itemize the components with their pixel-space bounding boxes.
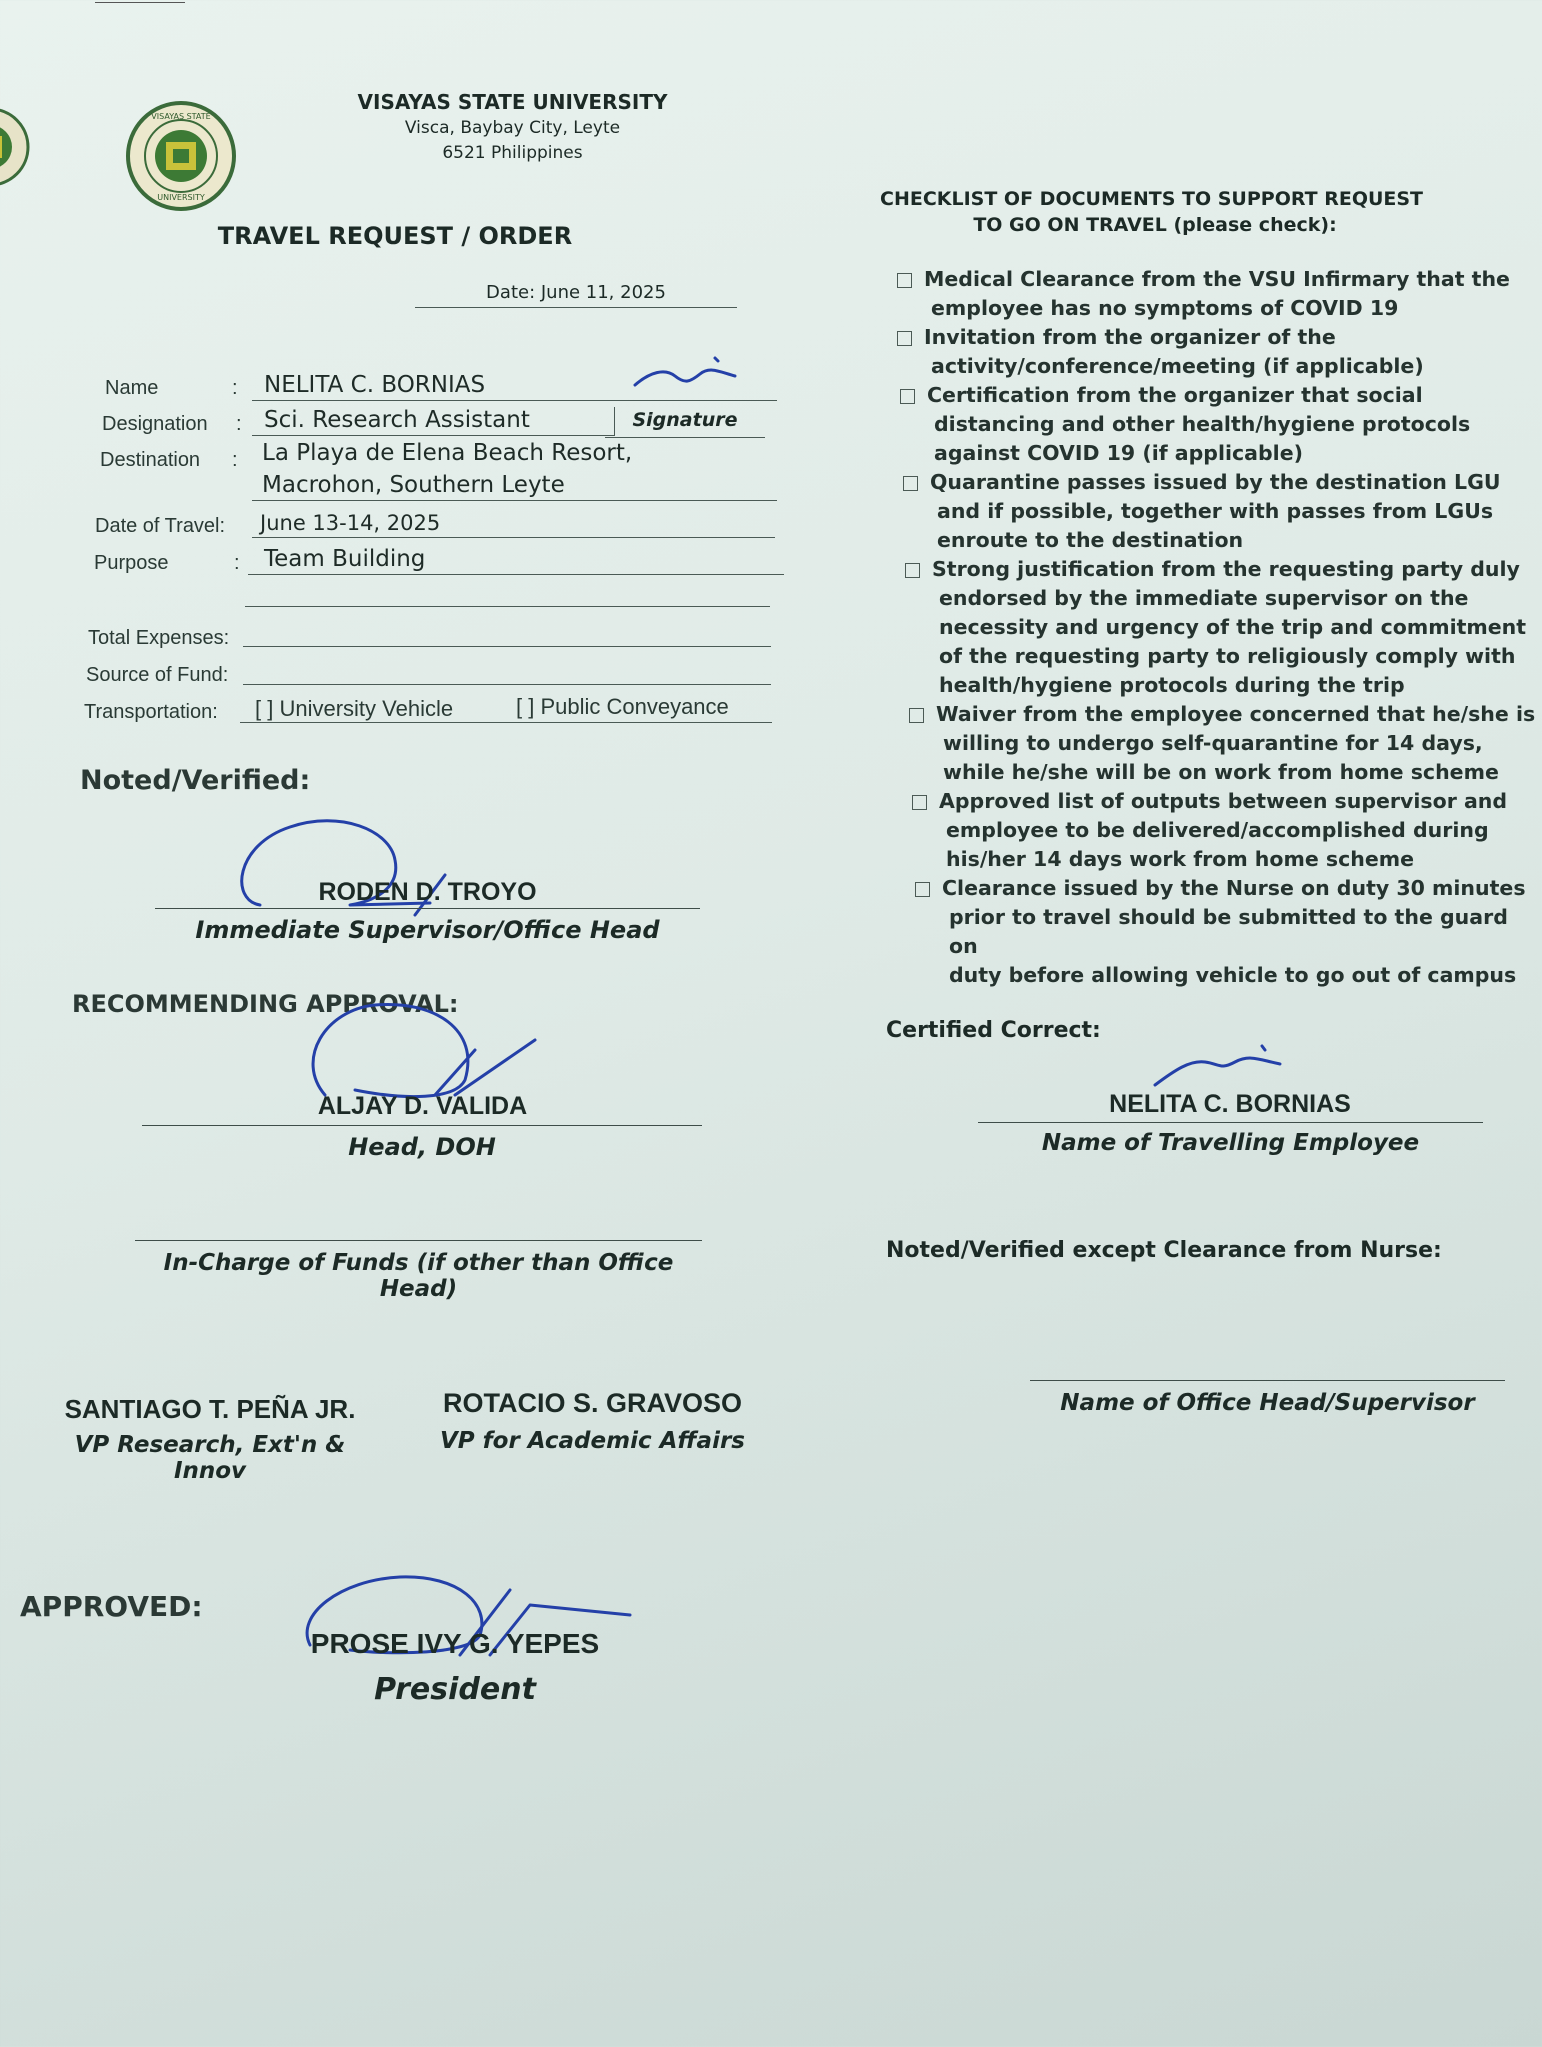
checkbox-icon[interactable] xyxy=(912,795,927,810)
vp-academic-title: VP for Academic Affairs xyxy=(439,1428,745,1454)
head-title: Head, DOH xyxy=(348,1133,496,1161)
office-head-signature-line xyxy=(1030,1380,1505,1381)
designation-value: Sci. Research Assistant xyxy=(252,407,615,436)
top-stray-line xyxy=(95,2,185,3)
checkbox-icon[interactable] xyxy=(905,563,920,578)
purpose-label: Purpose xyxy=(94,552,169,574)
designation-label: Designation xyxy=(102,413,208,435)
employee-signature-line xyxy=(978,1122,1483,1123)
university-seal-icon xyxy=(125,100,237,212)
checklist-item: Strong justification from the requesting party duly endorsed by the immediate supervisor on the necessity and urgency of the trip and commitment of the requesting party to religiously comply with health/hygiene protocols during the trip xyxy=(897,555,1537,700)
total-expenses-label: Total Expenses: xyxy=(88,627,230,649)
vp-research-name: SANTIAGO T. PEÑA JR. xyxy=(64,1394,356,1424)
supervisor-title: Immediate Supervisor/Office Head xyxy=(195,916,660,944)
destination-line-2: Macrohon, Southern Leyte xyxy=(252,472,777,501)
checklist-title-line-2: TO GO ON TRAVEL (please check): xyxy=(973,214,1337,236)
funds-title: In-Charge of Funds (if other than Office Head) xyxy=(163,1250,674,1302)
supervisor-signature-line xyxy=(155,908,700,909)
signature-label: Signature xyxy=(605,409,765,438)
checkbox-icon[interactable] xyxy=(915,882,930,897)
checklist-item: Medical Clearance from the VSU Infirmary that the employee has no symptoms of COVID 19 xyxy=(897,265,1537,323)
destination-label: Destination xyxy=(100,449,201,471)
date-of-travel-value: June 13-14, 2025 xyxy=(252,511,775,538)
date-of-travel-label: Date of Travel: xyxy=(95,515,226,537)
form-title: TRAVEL REQUEST / ORDER xyxy=(217,222,573,250)
checkbox-icon[interactable] xyxy=(903,476,918,491)
checklist-title-line-1: CHECKLIST OF DOCUMENTS TO SUPPORT REQUEST xyxy=(880,188,1424,210)
employee-signature-small xyxy=(630,350,740,395)
checkbox-icon[interactable] xyxy=(900,389,915,404)
name-value: NELITA C. BORNIAS xyxy=(252,372,777,401)
seal-top-text: VISAYAS STATE xyxy=(151,112,211,121)
total-expenses-line xyxy=(243,622,771,647)
noted-except-label: Noted/Verified except Clearance from Nurse: xyxy=(886,1238,1442,1263)
supervisor-signature xyxy=(230,805,560,925)
purpose-value: Team Building xyxy=(248,546,784,575)
checkbox-icon[interactable] xyxy=(909,708,924,723)
funds-signature-line xyxy=(135,1240,702,1241)
colon: : xyxy=(232,377,238,399)
colon: : xyxy=(232,449,238,471)
checklist-item: Clearance issued by the Nurse on duty 30 minutes prior to travel should be submitted to the guard on duty before allowing vehicle to go out of campus xyxy=(897,874,1537,990)
seal-bottom-text: UNIVERSITY xyxy=(157,193,205,202)
address-line-1: Visca, Baybay City, Leyte xyxy=(404,118,621,138)
approved-label: APPROVED: xyxy=(20,1590,203,1623)
employee-signature xyxy=(1150,1040,1300,1090)
vp-academic-name: ROTACIO S. GRAVOSO xyxy=(442,1388,743,1418)
certified-correct-label: Certified Correct: xyxy=(886,1018,1101,1043)
checklist-item: Quarantine passes issued by the destination LGU and if possible, together with passes from LGUs enroute to the destination xyxy=(897,468,1537,555)
employee-name: NELITA C. BORNIAS xyxy=(1109,1090,1351,1118)
checklist xyxy=(897,265,1537,990)
checklist-item: Waiver from the employee concerned that he/she is willing to undergo self-quarantine for 14 days, while he/she will be on work from home scheme xyxy=(897,700,1537,787)
office-head-title: Name of Office Head/Supervisor xyxy=(1060,1390,1475,1416)
checklist-item: Certification from the organizer that social distancing and other health/hygiene protocols against COVID 19 (if applicable) xyxy=(897,381,1537,468)
checklist-item: Invitation from the organizer of the activity/conference/meeting (if applicable) xyxy=(897,323,1537,381)
destination-line-1: La Playa de Elena Beach Resort, xyxy=(262,440,633,466)
checkbox-icon[interactable] xyxy=(897,331,912,346)
request-date: Date: June 11, 2025 xyxy=(415,282,737,308)
colon: : xyxy=(236,413,242,435)
source-of-fund-label: Source of Fund: xyxy=(86,664,229,686)
transport-public-conveyance: [ ] Public Conveyance xyxy=(516,694,729,719)
vp-research-title: VP Research, Ext'n & Innov xyxy=(74,1432,346,1484)
address-line-2: 6521 Philippines xyxy=(442,143,583,163)
head-name: ALJAY D. VALIDA xyxy=(317,1092,528,1120)
head-signature-line xyxy=(142,1125,702,1126)
colon: : xyxy=(234,552,240,574)
employee-title: Name of Travelling Employee xyxy=(1041,1130,1420,1156)
checklist-item: Approved list of outputs between supervisor and employee to be delivered/accomplished during his/her 14 days work from home scheme xyxy=(897,787,1537,874)
transport-university-vehicle: [ ] University Vehicle xyxy=(255,696,454,721)
transportation-label: Transportation: xyxy=(84,701,218,723)
president-name: PROSE IVY G. YEPES xyxy=(310,1628,600,1659)
source-of-fund-line xyxy=(243,660,771,685)
recommending-approval-label: RECOMMENDING APPROVAL: xyxy=(72,990,459,1018)
purpose-extra-line xyxy=(245,584,770,607)
noted-verified-label: Noted/Verified: xyxy=(80,765,311,796)
supervisor-name: RODEN D. TROYO xyxy=(318,878,537,906)
university-name: VISAYAS STATE UNIVERSITY xyxy=(357,90,668,114)
president-title: President xyxy=(374,1672,536,1707)
name-label: Name xyxy=(105,377,159,399)
partial-seal-icon xyxy=(0,100,45,195)
checkbox-icon[interactable] xyxy=(897,273,912,288)
